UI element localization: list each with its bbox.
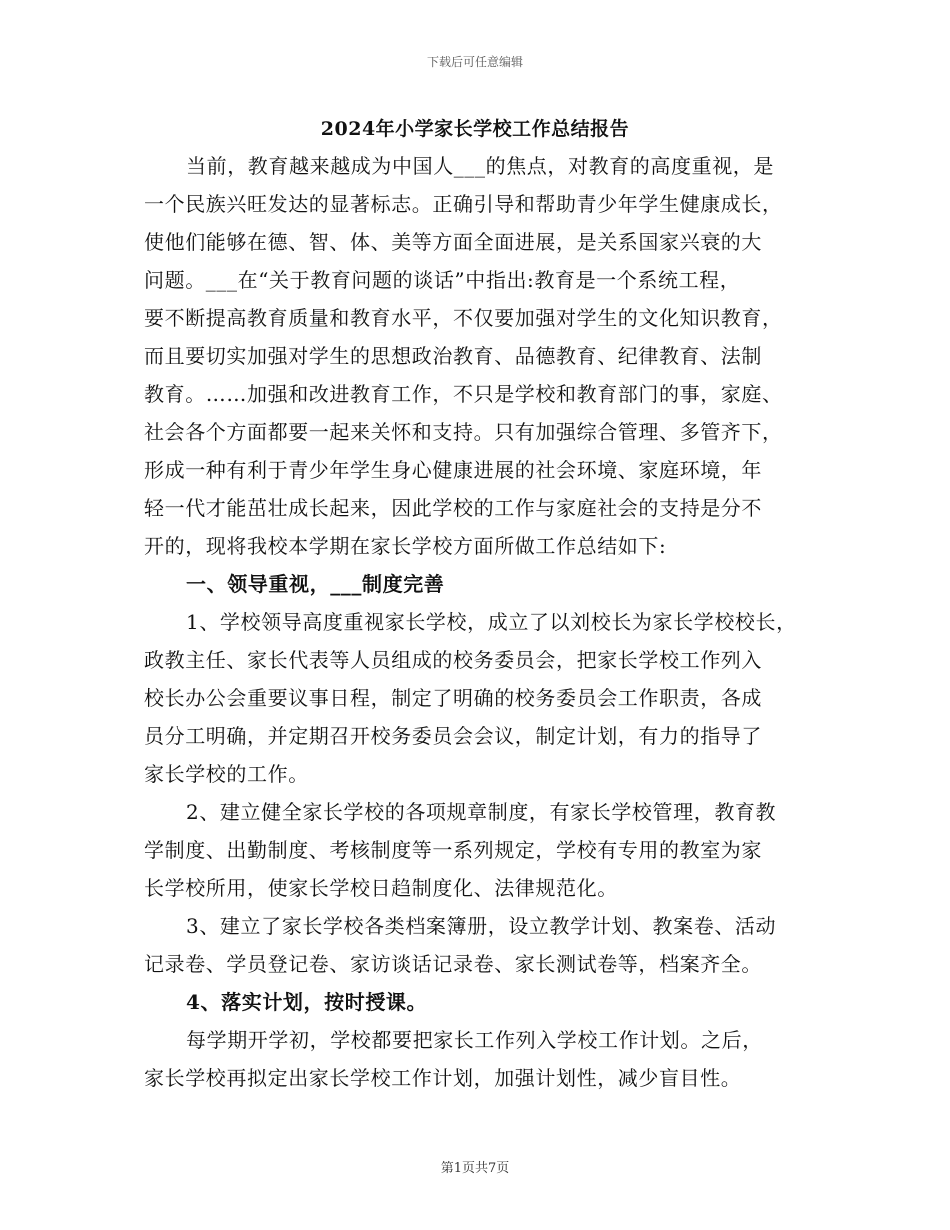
paragraph-line: 员分工明确，并定期召开校务委员会会议，制定计划，有力的指导了: [144, 724, 762, 748]
paragraph-line: 家长学校的工作。: [144, 762, 309, 786]
document-title: 2024年小学家长学校工作总结报告: [320, 118, 630, 140]
paragraph-line: 校长办公会重要议事日程，制定了明确的校务委员会工作职责，各成: [144, 686, 762, 710]
paragraph-line: 使他们能够在德、智、体、美等方面全面进展，是关系国家兴衰的大: [144, 230, 762, 254]
paragraph-line: 要不断提高教育质量和教育水平，不仅要加强对学生的文化知识教育，: [144, 306, 783, 330]
page-header: 下载后可任意编辑: [426, 55, 523, 69]
document-body: [144, 147, 809, 1097]
paragraph-line: 一个民族兴旺发达的显著标志。正确引导和帮助青少年学生健康成长，: [144, 192, 783, 216]
paragraph-line: 而且要切实加强对学生的思想政治教育、品德教育、纪律教育、法制: [144, 344, 762, 368]
paragraph-line: 1、学校领导高度重视家长学校，成立了以刘校长为家长学校校长，: [186, 610, 797, 634]
paragraph-line: 社会各个方面都要一起来关怀和支持。只有加强综合管理、多管齐下，: [144, 420, 783, 444]
paragraph-line: 形成一种有利于青少年学生身心健康进展的社会环境、家庭环境，年: [144, 458, 762, 482]
paragraph-line: 开的，现将我校本学期在家长学校方面所做工作总结如下:: [144, 534, 667, 558]
section-heading: 一、领导重视，___制度完善: [186, 572, 445, 596]
paragraph-line: 轻一代才能茁壮成长起来，因此学校的工作与家庭社会的支持是分不: [144, 496, 762, 520]
paragraph-line: 每学期开学初，学校都要把家长工作列入学校工作计划。之后，: [186, 1028, 763, 1052]
paragraph-line: 3、建立了家长学校各类档案簿册，设立教学计划、教案卷、活动: [186, 914, 777, 938]
paragraph-line: 政教主任、家长代表等人员组成的校务委员会，把家长学校工作列入: [144, 648, 762, 672]
paragraph-line: 学制度、出勤制度、考核制度等一系列规定，学校有专用的教室为家: [144, 838, 762, 862]
page-footer: 第1页共7页: [440, 1161, 510, 1176]
paragraph-line: 问题。___在“关于教育问题的谈话”中指出:教育是一个系统工程，: [144, 268, 741, 292]
paragraph-line: 2、建立健全家长学校的各项规章制度，有家长学校管理，教育教: [186, 800, 777, 824]
paragraph-line: 家长学校再拟定出家长学校工作计划，加强计划性，减少盲目性。: [144, 1066, 742, 1090]
paragraph-line: 记录卷、学员登记卷、家访谈话记录卷、家长测试卷等，档案齐全。: [144, 952, 762, 976]
paragraph-line: 长学校所用，使家长学校日趋制度化、法律规范化。: [144, 876, 618, 900]
paragraph-line: 当前，教育越来越成为中国人___的焦点，对教育的高度重视，是: [186, 154, 774, 178]
section-heading: 4、落实计划，按时授课。: [186, 990, 428, 1014]
paragraph-line: 教育。……加强和改进教育工作，不只是学校和教育部门的事，家庭、: [144, 382, 783, 406]
